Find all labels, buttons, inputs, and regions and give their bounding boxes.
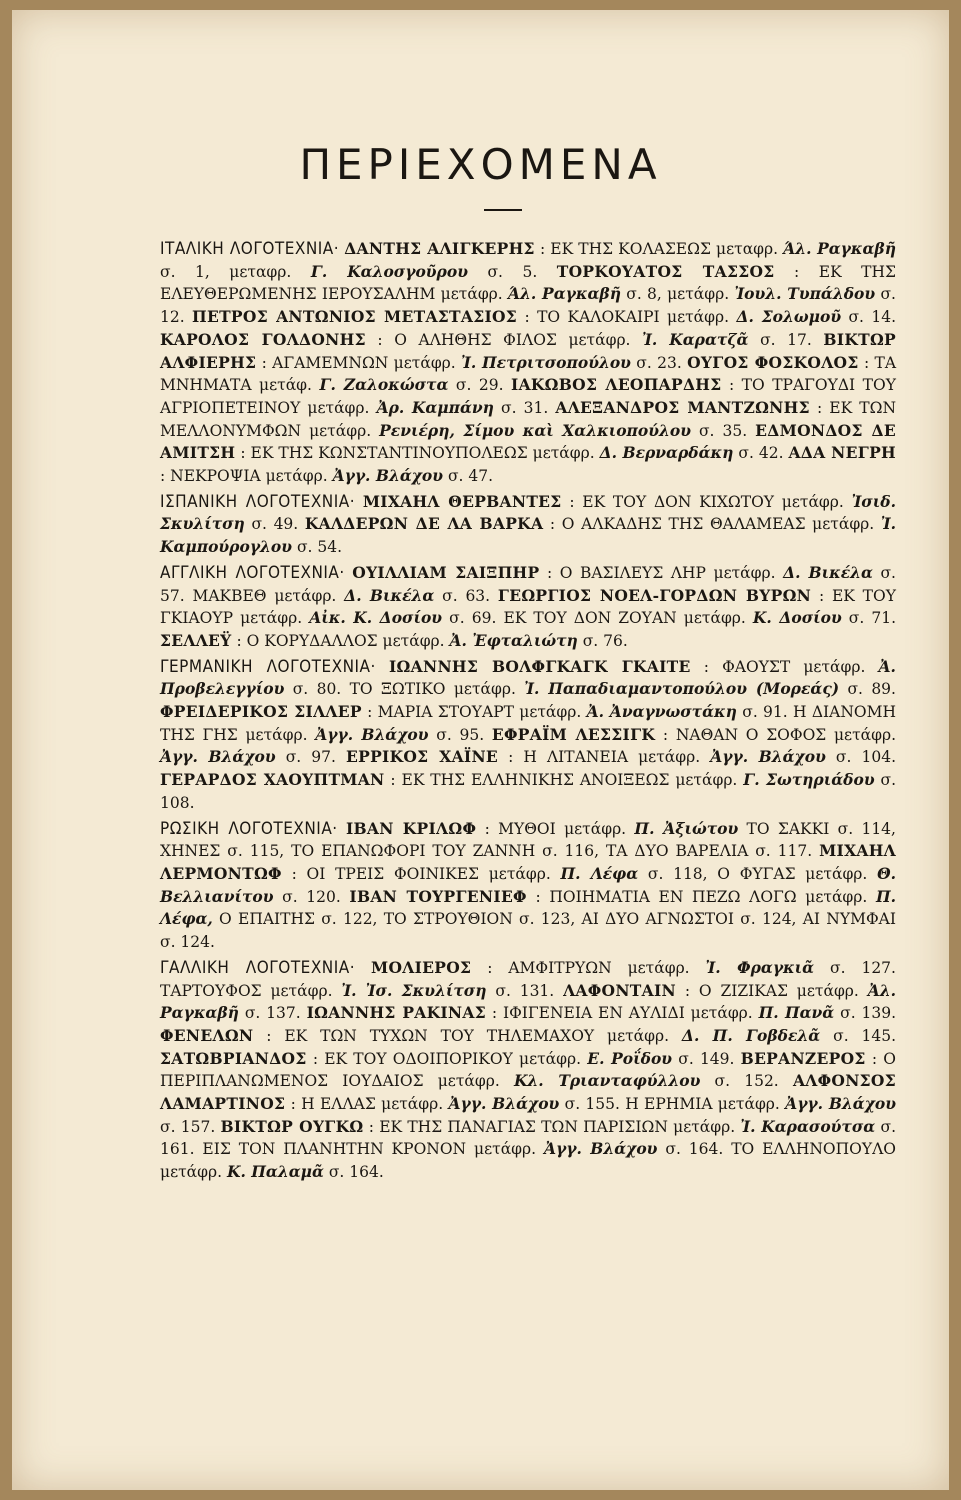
toc-page: σ. 97. <box>285 748 336 767</box>
toc-translator: Ἀγγ. Βλάχου <box>543 1139 658 1159</box>
toc-translator: Δ. Βικέλα <box>783 562 873 582</box>
toc-work: : ΝΕΚΡΟΨΙΑ μετάφρ. <box>160 467 328 486</box>
toc-translator: Ἀ. Προβελεγγίου <box>160 656 896 699</box>
toc-translator: Κ. Δοσίου <box>752 608 842 628</box>
toc-page: σ. 118, Ο ΦΥΓΑΣ μετάφρ. <box>647 864 868 883</box>
toc-author: ΕΡΡΙΚΟΣ ΧΑΪΝΕ <box>346 747 499 767</box>
toc-author: ΑΛΕΞΑΝΔΡΟΣ ΜΑΝΤΖΩΝΗΣ <box>555 397 810 417</box>
toc-translator: Δ. Σολωμοῦ <box>736 307 842 327</box>
toc-translator: Ἀγγ. Βλάχου <box>710 747 826 767</box>
toc-translator: Ἀρ. Καμπάνη <box>376 397 494 417</box>
toc-author: ΒΙΚΤΩΡ ΟΥΓΚΩ <box>220 1116 364 1136</box>
toc-page: σ. 29. <box>455 376 504 395</box>
toc-page: σ. 42. <box>738 444 784 463</box>
toc-translator: Δ. Βικέλα <box>344 585 435 605</box>
toc-work: : ΕΚ ΤΩΝ ΜΕΛΛΟΝΥΜΦΩΝ μετάφρ. <box>160 398 897 440</box>
toc-author: ΙΒΑΝ ΚΡΙΛΩΦ <box>345 818 477 838</box>
toc-author: ΒΙΚΤΩΡ ΑΛΦΙΕΡΗΣ <box>160 329 897 372</box>
toc-page: σ. 80. ΤΟ ΞΩΤΙΚΟ μετάφρ. <box>292 680 516 699</box>
toc-translator: Άλ. Ραγκαβῆ <box>783 239 896 258</box>
toc-section <box>160 562 896 653</box>
toc-page: σ. 57. ΜΑΚΒΕΘ μετάφρ. <box>160 563 896 605</box>
toc-translator: Ἰ. Φραγκιᾶ <box>705 957 815 977</box>
toc-work: : ΑΜΦΙΤΡΥΩΝ μετάφρ. <box>487 958 690 977</box>
toc-author: ΑΔΑ ΝΕΓΡΗ <box>788 443 896 463</box>
toc-translator: Ἰ. Καμπούρογλου <box>160 514 896 557</box>
toc-author: ΟΥΙΛΛΙΑΜ ΣΑΙΞΠΗΡ <box>352 562 540 582</box>
toc-work: : ΕΚ ΤΩΝ ΤΥΧΩΝ ΤΟΥ ΤΗΛΕΜΑΧΟΥ μετάφρ. <box>266 1026 670 1045</box>
toc-translator: Ἀγγ. Βλάχου <box>315 724 429 744</box>
toc-work: : ΕΚ ΤΟΥ ΓΚΙΑΟΥΡ μετάφρ. <box>160 586 896 628</box>
section-heading: ΙΣΠΑΝΙΚΗ ΛΟΓΟΤΕΧΝΙΑ· <box>160 491 356 512</box>
toc-page: σ. 12. <box>160 285 896 327</box>
toc-work: : ΝΑΘΑΝ Ο ΣΟΦΟΣ μετάφρ. <box>662 725 897 744</box>
toc-translator: Ἀ. Ἀναγνωστάκη <box>586 702 737 722</box>
toc-work: : ΕΚ ΤΟΥ ΔΟΝ ΚΙΧΩΤΟΥ μετάφρ. <box>569 492 844 511</box>
toc-author: ΜΙΧΑΗΛ ΘΕΡΒΑΝΤΕΣ <box>362 491 562 511</box>
toc-author: ΚΑΛΔΕΡΩΝ ΔΕ ΛΑ ΒΑΡΚΑ <box>304 514 544 534</box>
toc-work: : Ο ΠΕΡΙΠΛΑΝΩΜΕΝΟΣ ΙΟΥΔΑΙΟΣ μετάφρ. <box>160 1049 897 1091</box>
toc-page: σ. 31. <box>501 398 549 417</box>
toc-author: ΜΙΧΑΗΛ ΛΕΡΜΟΝΤΩΦ <box>160 841 896 883</box>
toc-page: σ. 5. <box>487 262 538 281</box>
toc-translator: Ἰσιδ. Σκυλίτση <box>160 491 896 534</box>
title-rule <box>484 209 522 211</box>
toc-author: ΙΑΚΩΒΟΣ ΛΕΟΠΑΡΔΗΣ <box>511 375 722 395</box>
toc-work: : ΠΟΙΗΜΑΤΙΑ ΕΝ ΠΕΖΩ ΛΟΓΩ μετάφρ. <box>535 887 868 906</box>
toc-translator: Ἀγγ. Βλάχου <box>448 1094 560 1114</box>
toc-translator: Αἰκ. Κ. Δοσίου <box>309 608 443 628</box>
toc-translator: Δ. Π. Γοβδελᾶ <box>681 1025 821 1045</box>
section-heading: ΡΩΣΙΚΗ ΛΟΓΟΤΕΧΝΙΑ· <box>160 818 338 839</box>
toc-page: σ. 145. <box>833 1026 897 1045</box>
toc-translator: Ἰ. Πετριτσοπούλου <box>461 352 631 372</box>
toc-translator: Γ. Ζαλοκώστα <box>319 375 449 395</box>
toc-page: σ. 14. <box>848 308 897 327</box>
toc-author: ΦΕΝΕΛΩΝ <box>160 1025 254 1045</box>
toc-page: σ. 164. <box>328 1163 384 1182</box>
section-heading: ΑΓΓΛΙΚΗ ΛΟΓΟΤΕΧΝΙΑ· <box>160 562 345 583</box>
toc-page: σ. 95. <box>436 725 485 744</box>
toc-page: σ. 8, μετάφρ. <box>626 285 730 304</box>
toc-work: : Η ΛΙΤΑΝΕΙΑ μετάφρ. <box>508 748 701 767</box>
toc-page: σ. 127. ΤΑΡΤΟΥΦΟΣ μετάφρ. <box>160 958 896 1000</box>
toc-author: ΚΑΡΟΛΟΣ ΓΟΛΔΟΝΗΣ <box>160 329 366 349</box>
toc-section <box>160 238 896 488</box>
section-heading: ΓΑΛΛΙΚΗ ΛΟΓΟΤΕΧΝΙΑ· <box>160 957 356 978</box>
toc-author: ΣΑΤΩΒΡΙΑΝΔΟΣ <box>160 1048 307 1068</box>
toc-translator: Άλ. Ραγκαβῆ <box>508 284 621 304</box>
toc-work: : Ο ΑΛΗΘΗΣ ΦΙΛΟΣ μετάφρ. <box>377 330 631 349</box>
toc-translator: Π. Λέφα <box>560 863 639 883</box>
toc-work: : Η ΕΛΛΑΣ μετάφρ. <box>290 1095 444 1114</box>
toc-author: ΑΛΦΟΝΣΟΣ ΛΑΜΑΡΤΙΝΟΣ <box>160 1071 896 1114</box>
toc-work: : ΦΑΟΥΣΤ μετάφρ. <box>703 657 866 676</box>
toc-page: σ. 54. <box>296 538 343 557</box>
toc-page: σ. 149. <box>678 1049 735 1068</box>
toc-author: ΓΕΡΑΡΔΟΣ ΧΑΟΥΠΤΜΑΝ <box>160 770 385 790</box>
toc-section <box>160 491 896 559</box>
toc-author: ΙΒΑΝ ΤΟΥΡΓΕΝΙΕΦ <box>349 886 527 906</box>
toc-author: ΣΕΛΛΕΫ <box>160 630 232 650</box>
page-title: ΠΕΡΙΕΧΟΜΕΝΑ <box>299 140 662 189</box>
toc-translator: Ἀλ. Ραγκαβῆ <box>160 980 896 1023</box>
toc-page: ΤΟ ΣΑΚΚΙ σ. 114, ΧΗΝΕΣ σ. 115, ΤΟ ΕΠΑΝΩΦΟΡΙ ΤΟΥ ΖΑΝΝΗ σ. 116, ΤΑ ΔΥΟ ΒΑΡΕΛΙΑ σ. 117. <box>160 819 896 861</box>
toc-page: σ. 63. <box>442 586 491 605</box>
toc-work: : ΜΥΘΟΙ μετάφρ. <box>484 819 627 838</box>
toc-section <box>160 957 896 1184</box>
toc-translator: Ἀγγ. Βλάχου <box>785 1094 897 1114</box>
toc-page: σ. 152. <box>714 1072 779 1091</box>
toc-page: σ. 35. <box>698 421 748 440</box>
toc-author: ΠΕΤΡΟΣ ΑΝΤΩΝΙΟΣ ΜΕΤΑΣΤΑΣΙΟΣ <box>192 307 518 327</box>
toc-page: σ. 157. <box>160 1117 216 1136</box>
toc-work: : ΟΙ ΤΡΕΙΣ ΦΟΙΝΙΚΕΣ μετάφρ. <box>291 864 551 883</box>
toc-work: : Ο ΒΑΣΙΛΕΥΣ ΛΗΡ μετάφρ. <box>546 563 776 582</box>
toc-work: : ΤΟ ΚΑΛΟΚΑΙΡΙ μετάφρ. <box>524 308 730 327</box>
toc-translator: Ε. Ροΐδου <box>587 1048 673 1068</box>
toc-translator: Δ. Βερναρδάκη <box>599 443 734 463</box>
toc-translator: Ἰ. Ἰσ. Σκυλίτση <box>341 980 487 1000</box>
toc-work: : ΕΚ ΤΗΣ ΕΛΛΗΝΙΚΗΣ ΑΝΟΙΞΕΩΣ μετάφρ. <box>390 771 738 790</box>
toc-author: ΙΩΑΝΝΗΣ ΡΑΚΙΝΑΣ <box>306 1003 486 1023</box>
toc-author: ΒΕΡΑΝΖΕΡΟΣ <box>740 1048 866 1068</box>
toc-page: σ. 69. ΕΚ ΤΟΥ ΔΟΝ ΖΟΥΑΝ μετάφρ. <box>449 609 746 628</box>
toc-translator: Ἀγγ. Βλάχου <box>332 466 444 486</box>
toc-page: σ. 164. ΤΟ ΕΛΛΗΝΟΠΟΥΛΟ μετάφρ. <box>160 1140 897 1182</box>
toc-author: ΤΟΡΚΟΥΑΤΟΣ ΤΑΣΣΟΣ <box>556 261 775 281</box>
toc-author: ΓΕΩΡΓΙΟΣ ΝΟΕΛ-ΓΟΡΔΩΝ ΒΥΡΩΝ <box>497 585 812 605</box>
toc-work: : ΕΚ ΤΗΣ ΠΑΝΑΓΙΑΣ ΤΩΝ ΠΑΡΙΣΙΩΝ μετάφρ. <box>368 1117 736 1136</box>
toc-work: : ΙΦΙΓΕΝΕΙΑ ΕΝ ΑΥΛΙΔΙ μετάφρ. <box>491 1004 753 1023</box>
toc-translator: Π. Πανᾶ <box>758 1003 835 1023</box>
toc-page: σ. 155. Η ΕΡΗΜΙΑ μετάφρ. <box>564 1095 780 1114</box>
toc-work: : Ο ΖΙΖΙΚΑΣ μετάφρ. <box>684 981 859 1000</box>
toc-translator: Ἰ. Παπαδιαμαντοπούλου (Μορεάς) <box>524 679 840 699</box>
toc-translator: Ἰ. Καρασούτσα <box>740 1116 876 1136</box>
toc-translator: Ἰουλ. Τυπάλδου <box>734 284 876 304</box>
toc-section <box>160 656 896 815</box>
toc-work: : Ο ΑΛΚΑΔΗΣ ΤΗΣ ΘΑΛΑΜΕΑΣ μετάφρ. <box>549 515 875 534</box>
toc-page: Ο ΕΠΑΙΤΗΣ σ. 122, ΤΟ ΣΤΡΟΥΘΙΟΝ σ. 123, ΑΙ ΔΥΟ ΑΓΝΩΣΤΟΙ σ. 124, ΑΙ ΝΥΜΦΑΙ σ. 124. <box>160 910 896 952</box>
toc-author: ΟΥΓΟΣ ΦΟΣΚΟΛΟΣ <box>687 352 859 372</box>
toc-work: : ΤΟ ΤΡΑΓΟΥΔΙ ΤΟΥ ΑΓΡΙΟΠΕΤΕΙΝΟΥ μετάφρ. <box>160 376 896 417</box>
toc-work: : ΑΓΑΜΕΜΝΩΝ μετάφρ. <box>261 353 456 372</box>
toc-section <box>160 818 896 954</box>
toc-page: σ. 76. <box>582 631 628 650</box>
toc-page: σ. 108. <box>160 771 896 812</box>
toc-translator: Π. Ἀξιώτου <box>634 818 739 838</box>
toc-page: σ. 161. ΕΙΣ ΤΟΝ ΠΛΑΝΗΤΗΝ ΚΡΟΝΟΝ μετάφρ. <box>160 1117 896 1159</box>
toc-translator: Κλ. Τριανταφύλλου <box>513 1071 701 1091</box>
toc-page: σ. 1, μεταφρ. <box>160 262 292 281</box>
toc-author: ΕΦΡΑΪΜ ΛΕΣΣΙΓΚ <box>491 724 656 744</box>
toc-work: : ΕΚ ΤΗΣ ΚΟΛΑΣΕΩΣ μεταφρ. <box>539 240 779 258</box>
toc-translator: Ἀ. Ἐφταλιώτη <box>449 630 578 650</box>
toc-page: σ. 89. <box>847 680 896 699</box>
toc-work: : ΤΑ ΜΝΗΜΑΤΑ μετάφ. <box>160 353 897 395</box>
section-heading: ΓΕΡΜΑΝΙΚΗ ΛΟΓΟΤΕΧΝΙΑ· <box>160 656 376 677</box>
toc-page: σ. 137. <box>244 1004 301 1023</box>
toc-page: σ. 131. <box>495 981 555 1000</box>
section-heading: ΙΤΑΛΙΚΗ ΛΟΓΟΤΕΧΝΙΑ· <box>160 239 340 259</box>
toc-author: ΕΔΜΟΝΔΟΣ ΔΕ ΑΜΙΤΣΗ <box>160 420 896 463</box>
toc-author: ΔΑΝΤΗΣ ΑΛΙΓΚΕΡΗΣ <box>344 239 535 258</box>
toc-author: ΜΟΛΙΕΡΟΣ <box>371 957 472 977</box>
toc-page: σ. 104. <box>835 748 896 767</box>
toc-page: σ. 139. <box>840 1004 897 1023</box>
toc-page: σ. 120. <box>282 887 341 906</box>
toc-page: σ. 23. <box>636 353 682 372</box>
toc-work: : ΜΑΡΙΑ ΣΤΟΥΑΡΤ μετάφρ. <box>367 703 582 722</box>
toc-work: : Ο ΚΟΡΥΔΑΛΛΟΣ μετάφρ. <box>236 631 445 650</box>
toc-translator: Θ. Βελλιανίτου <box>160 863 896 906</box>
toc-translator: Κ. Παλαμᾶ <box>226 1162 324 1182</box>
toc-translator: Π. Λέφα, <box>160 886 896 929</box>
toc-translator: Ρενιέρη, Σίμου καὶ Χαλκιοπούλου <box>379 420 691 440</box>
toc-author: ΦΡΕΙΔΕΡΙΚΟΣ ΣΙΛΛΕΡ <box>160 702 362 722</box>
toc-work: : ΕΚ ΤΟΥ ΟΔΟΙΠΟΡΙΚΟΥ μετάφρ. <box>312 1049 582 1068</box>
toc-translator: Γ. Σωτηριάδου <box>743 770 875 790</box>
toc-translator: Ἰ. Καρατζᾶ <box>642 329 749 349</box>
toc-translator: Γ. Καλοσγοῦρου <box>310 261 468 281</box>
toc-work: : ΕΚ ΤΗΣ ΚΩΝΣΤΑΝΤΙΝΟΥΠΟΛΕΩΣ μετάφρ. <box>240 444 595 463</box>
toc-author: ΛΑΦΟΝΤΑΙΝ <box>563 980 676 1000</box>
table-of-contents <box>160 238 896 1184</box>
toc-translator: Ἀγγ. Βλάχου <box>160 747 276 767</box>
toc-page: σ. 47. <box>447 467 494 486</box>
toc-page: σ. 71. <box>848 609 897 628</box>
toc-page: σ. 91. Η ΔΙΑΝΟΜΗ ΤΗΣ ΓΗΣ μετάφρ. <box>160 703 896 744</box>
toc-author: ΙΩΑΝΝΗΣ ΒΟΛΦΓΚΑΓΚ ΓΚΑΙΤΕ <box>389 656 691 676</box>
toc-work: : ΕΚ ΤΗΣ ΕΛΕΥΘΕΡΩΜΕΝΗΣ ΙΕΡΟΥΣΑΛΗΜ μετάφρ. <box>160 262 896 304</box>
toc-page: σ. 17. <box>760 330 812 349</box>
toc-page: σ. 49. <box>251 515 299 534</box>
